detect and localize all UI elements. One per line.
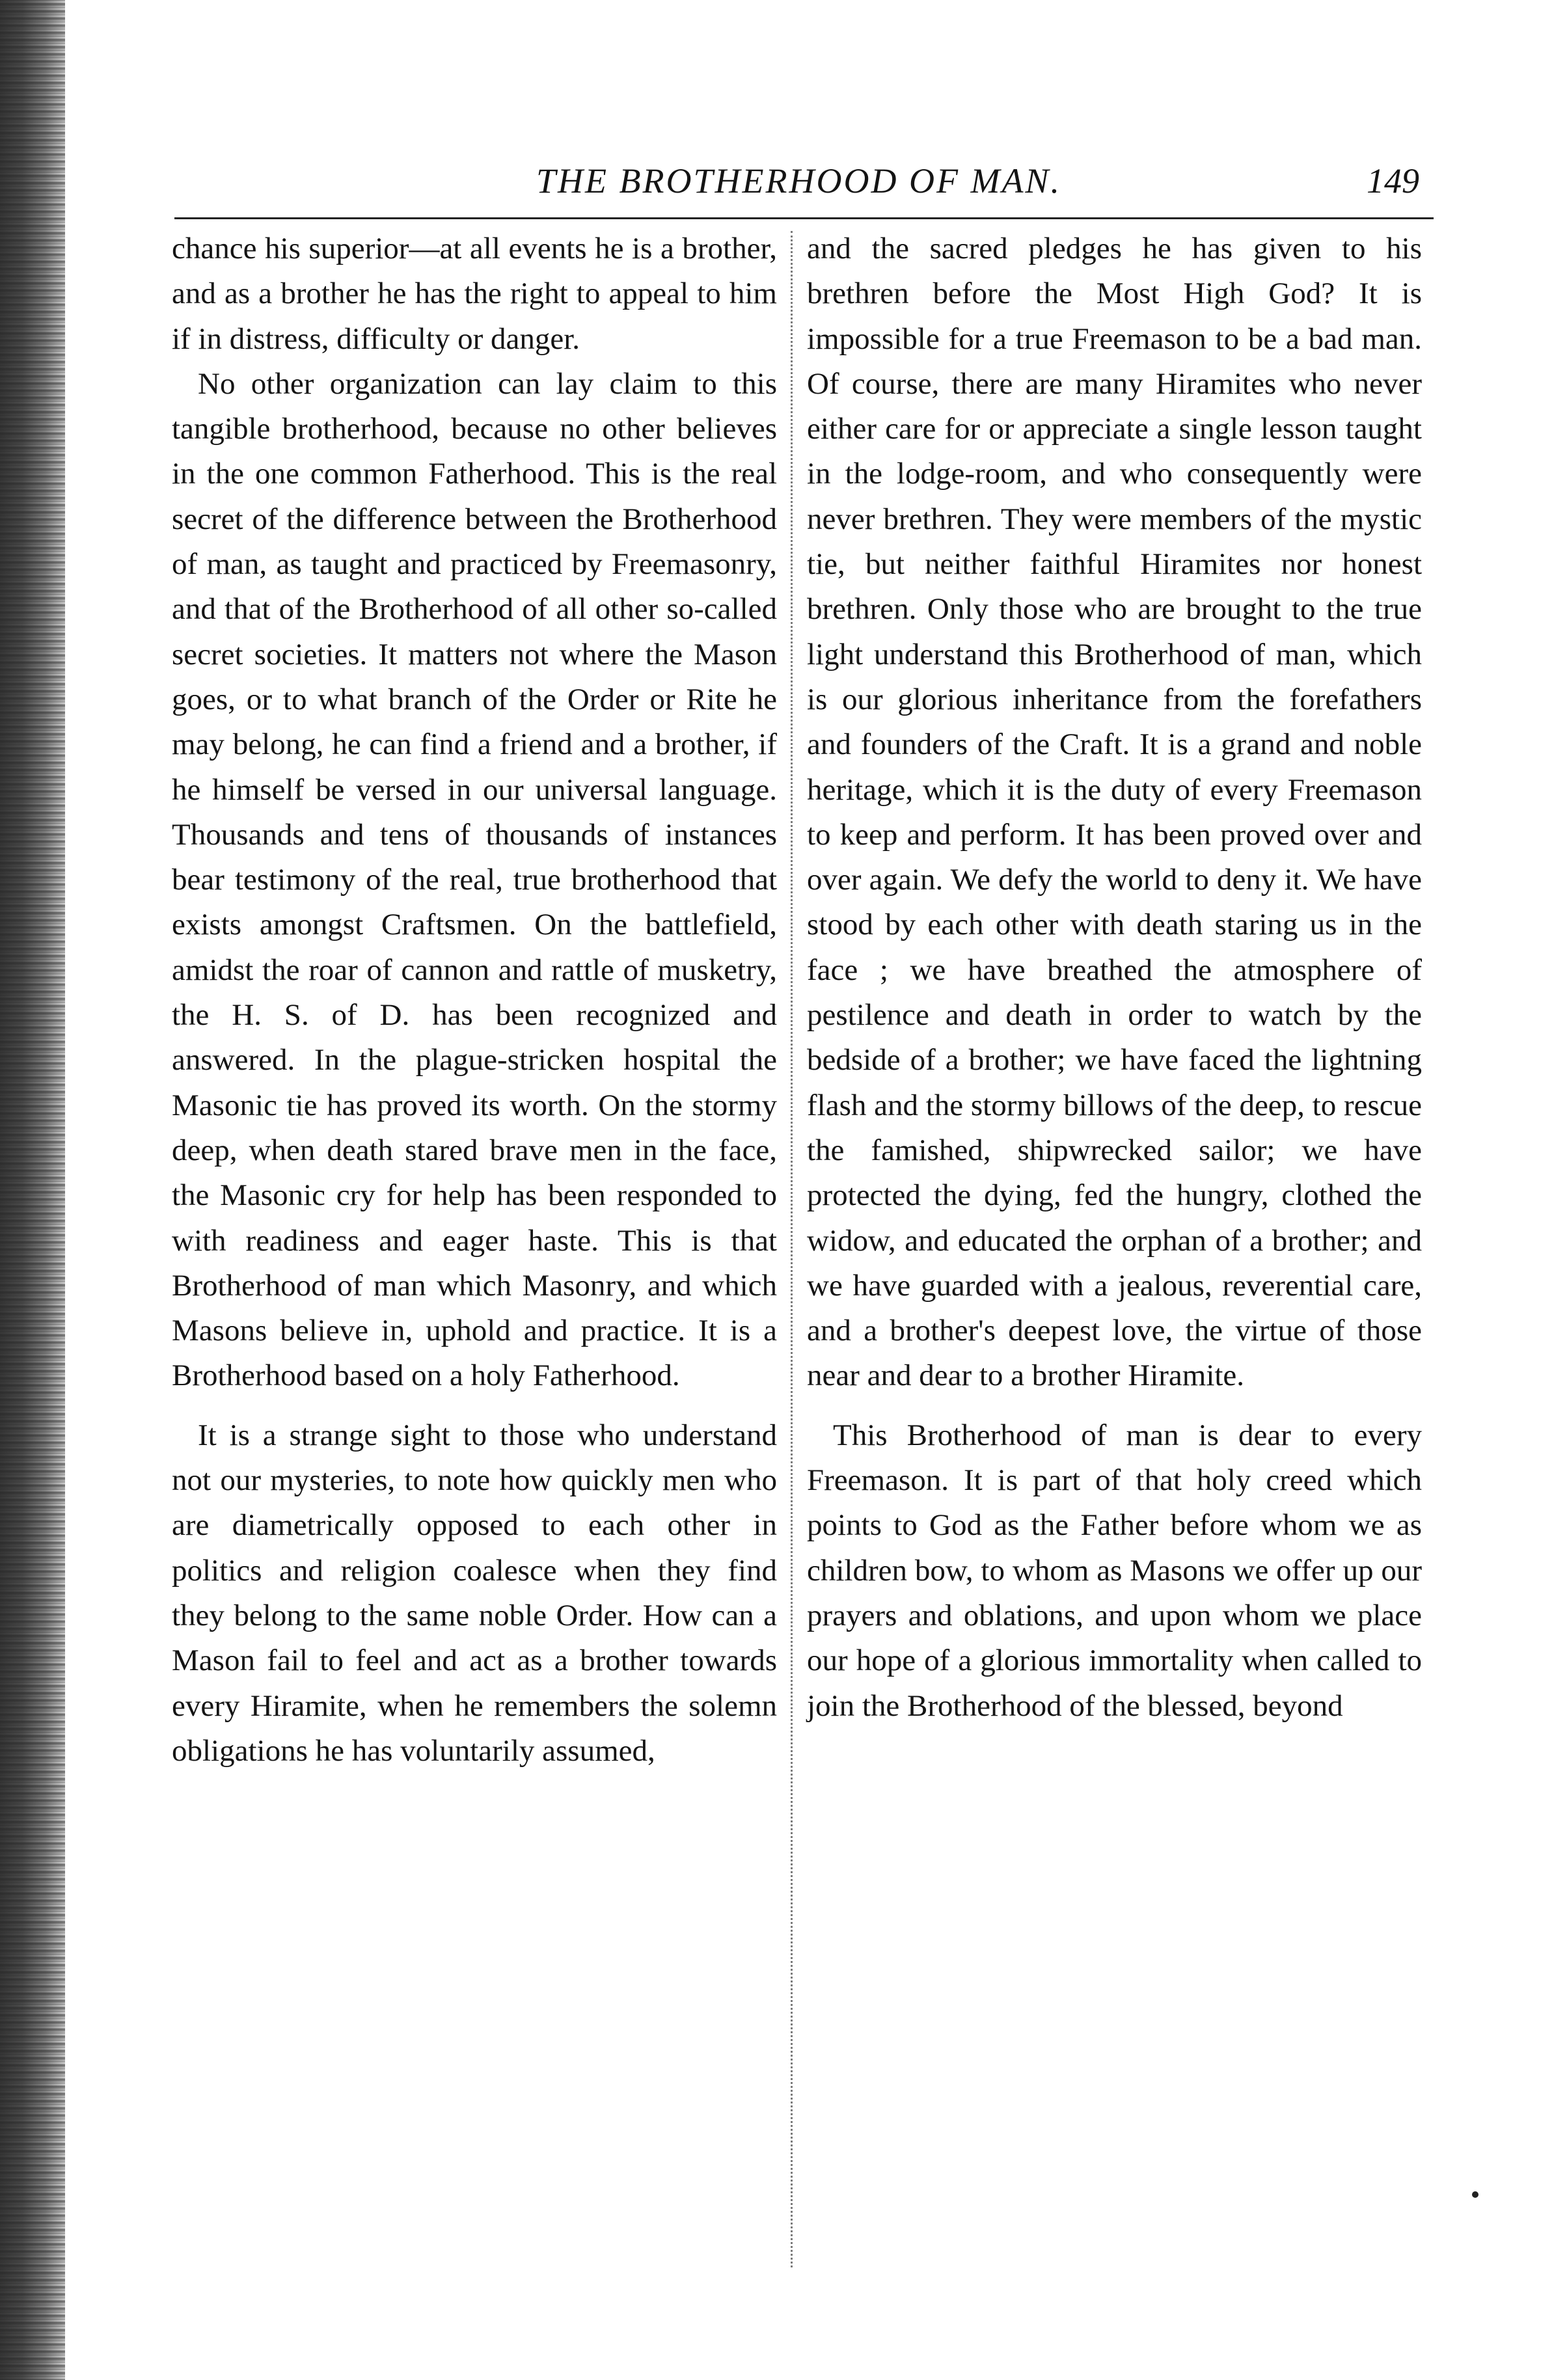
right-paragraph-1: and the sacred pledges he has given to his brethren before the Most High God? It is impossible for a true Freemason to be a bad man. Of course, there are many Hiramites who never either care for or appreciate a single lesson taught in the lodge-room, and who consequently were never brethren. They were members of the mystic tie, but neither faithful Hiramites nor honest brethren. Only those who are brought to the true light understand this Brotherhood of man, which is our glorious inheritance from the forefathers and founders of the Craft. It is a grand and noble heritage, which it is the duty of every Freemason to keep and perform. It has been proved over and over again. We defy the world to deny it. We have stood by each other with death staring us in the face ; we have breathed the atmosphere of pestilence and death in order to watch by the bedside of a brother; we have faced the lightning flash and the stormy billows of the deep, to rescue the famished, shipwrecked sailor; we have protected the dying, fed the hungry, clothed the widow, and educated the orphan of a brother; and we have guarded with a jealous, reverential care, and a brother's deepest love, the virtue of those near and dear to a brother Hiramite. <box>807 232 1422 1393</box>
left-paragraph-1: chance his superior—at all events he is a brother, and as a brother he has the right to appeal to him if in distress, difficulty or danger. <box>172 232 777 356</box>
running-title: THE BROTHERHOOD OF MAN. <box>536 161 1061 200</box>
left-paragraph-3: It is a strange sight to those who understand not our mysteries, to note how quickly men who are diametrically opposed to each other in politics and religion coalesce when they find they belong to the same noble Order. How can a Mason fail to feel and act as a brother towards every Hiramite, when he remembers the solemn obligations he has voluntarily assumed, <box>172 1418 777 1768</box>
left-column <box>172 226 777 1774</box>
left-paragraph-2: No other organization can lay claim to this tangible brotherhood, because no other believes in the one common Fatherhood. This is the real secret of the difference between the Brotherhood of man, as taught and practiced by Freemasonry, and that of the Brotherhood of all other so-called secret societies. It matters not where the Mason goes, or to what branch of the Order or Rite he may belong, he can find a friend and a brother, if he himself be versed in our universal language. Thousands and tens of thousands of instances bear testimony of the real, true brotherhood that exists amongst Craftsmen. On the battlefield, amidst the roar of cannon and rattle of musketry, the H. S. of D. has been recognized and answered. In the plague-stricken hospital the Masonic tie has proved its worth. On the stormy deep, when death stared brave men in the face, the Masonic cry for help has been responded to with readiness and eager haste. This is that Brotherhood of man which Masonry, and which Masons believe in, uphold and practice. It is a Brotherhood based on a holy Fatherhood. <box>172 366 777 1393</box>
right-column <box>807 226 1422 1729</box>
ink-speck <box>1472 2191 1478 2198</box>
page-header <box>169 155 1428 207</box>
page-number: 149 <box>1367 161 1419 200</box>
header-rule <box>174 217 1434 219</box>
right-paragraph-2: This Brotherhood of man is dear to every Freemason. It is part of that holy creed which points to God as the Father before whom we as children bow, to whom as Masons we offer up our prayers and oblations, and upon whom we place our hope of a glorious immortality when called to join the Brotherhood of the blessed, beyond <box>807 1418 1422 1723</box>
column-divider <box>791 231 793 2267</box>
book-binding-edge <box>0 0 65 2380</box>
